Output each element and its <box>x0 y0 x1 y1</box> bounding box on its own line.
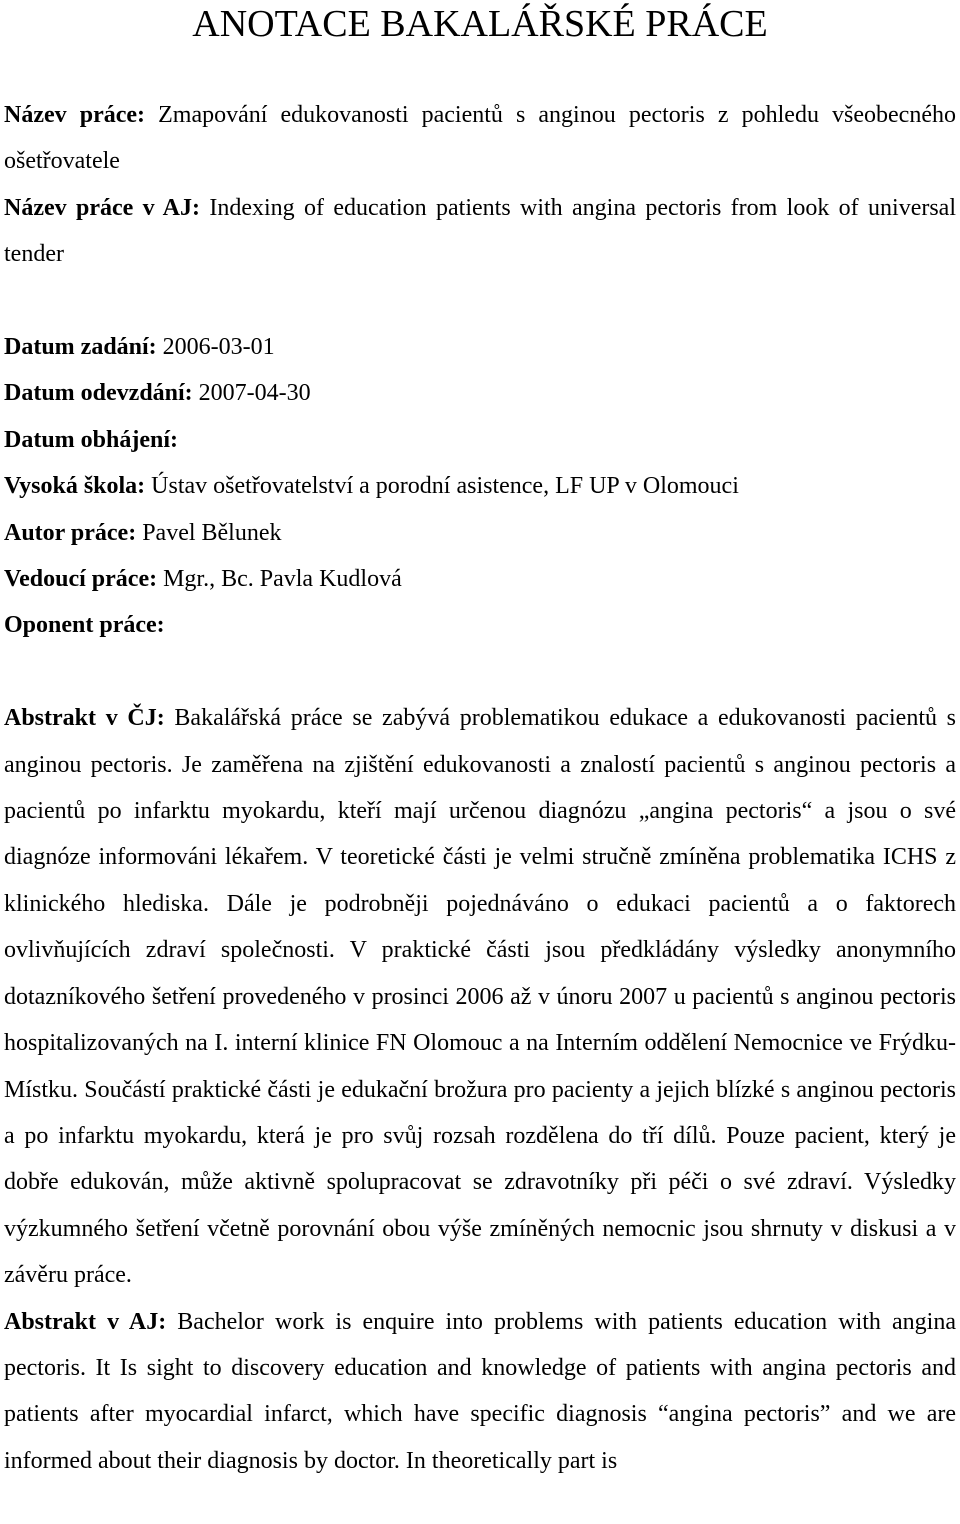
author-value: Pavel Bělunek <box>142 519 282 546</box>
abstract-cz-label: Abstrakt v ČJ: <box>4 705 165 732</box>
supervisor-label: Vedoucí práce: <box>4 566 158 593</box>
page-title: ANOTACE BAKALÁŘSKÉ PRÁCE <box>192 3 768 45</box>
abstract-en-field <box>4 1299 956 1485</box>
spacer <box>4 649 956 695</box>
thesis-metadata <box>4 92 956 1484</box>
supervisor-value: Mgr., Bc. Pavla Kudlová <box>163 566 402 593</box>
assigned-date-label: Datum zadání: <box>4 334 157 361</box>
thesis-title-value: Zmapování edukovanosti pacientů s anginou pectoris z pohledu všeobecného ošetřovatele <box>4 102 956 175</box>
thesis-title-field <box>4 92 956 185</box>
submitted-date-label: Datum odevzdání: <box>4 380 193 407</box>
school-label: Vysoká škola: <box>4 473 146 500</box>
abstract-en-label: Abstrakt v AJ: <box>4 1308 167 1335</box>
school-value: Ústav ošetřovatelství a porodní asistence, LF UP v Olomouci <box>151 473 739 500</box>
school-field <box>4 463 956 509</box>
assigned-date-field <box>4 324 956 370</box>
opponent-field <box>4 602 956 648</box>
assigned-date-value: 2006-03-01 <box>162 334 275 361</box>
submitted-date-value: 2007-04-30 <box>198 380 311 407</box>
thesis-title-en-field <box>4 185 956 278</box>
abstract-en-text: Bachelor work is enquire into problems with patients education with angina pectoris. It Is sight to discovery education and knowledge of patients with angina pectoris and patients after myocardial infarct, which have specific diagnosis “angina pectoris” and we are informed about their diagnosis by doctor. In theoretically part is <box>4 1308 956 1474</box>
thesis-title-en-value: Indexing of education patients with angina pectoris from look of universal tender <box>4 194 956 268</box>
opponent-label: Oponent práce: <box>4 612 165 639</box>
abstract-cz-field <box>4 695 956 1298</box>
thesis-title-en-label: Název práce v AJ: <box>4 194 200 221</box>
defense-date-label: Datum obhájení: <box>4 426 179 453</box>
author-label: Autor práce: <box>4 519 137 546</box>
supervisor-field <box>4 556 956 602</box>
submitted-date-field <box>4 370 956 416</box>
thesis-title-label: Název práce: <box>4 102 146 128</box>
defense-date-field <box>4 417 956 463</box>
author-field <box>4 510 956 556</box>
spacer <box>4 278 956 324</box>
abstract-cz-text: Bakalářská práce se zabývá problematikou edukace a edukovanosti pacientů s anginou pectoris. Je zaměřena na zjištění edukovanosti a znalostí pacientů s anginou pectoris a pacientů po infarktu myokardu, kteří mají určenou diagnózu „angina pectoris“ a jsou o své diagnóze informováni lékařem. V teoretické části je velmi stručně zmíněna problematika ICHS z klinického hlediska. Dále je podrobněji pojednáváno o edukaci pacientů a o faktorech ovlivňujících zdraví společnosti. V praktické části jsou předkládány výsledky anonymního dotazníkového šetření provedeného v prosinci 2006 až v únoru 2007 u pacientů s anginou pectoris hospitalizovaných na I. interní klinice FN Olomouc a na Interním oddělení Nemocnice ve Frýdku-Místku. Součástí praktické části je edukační brožura pro pacienty a jejich blízké s anginou pectoris a po infarktu myokardu, která je pro svůj rozsah rozdělena do tří dílů. Pouze pacient, který je dobře edukován, může aktivně spolupracovat se zdravotníky při péči o své zdraví. Výsledky výzkumného šetření včetně porovnání obou výše zmíněných nemocnic jsou shrnuty v diskusi a v závěru práce. <box>4 705 957 1289</box>
